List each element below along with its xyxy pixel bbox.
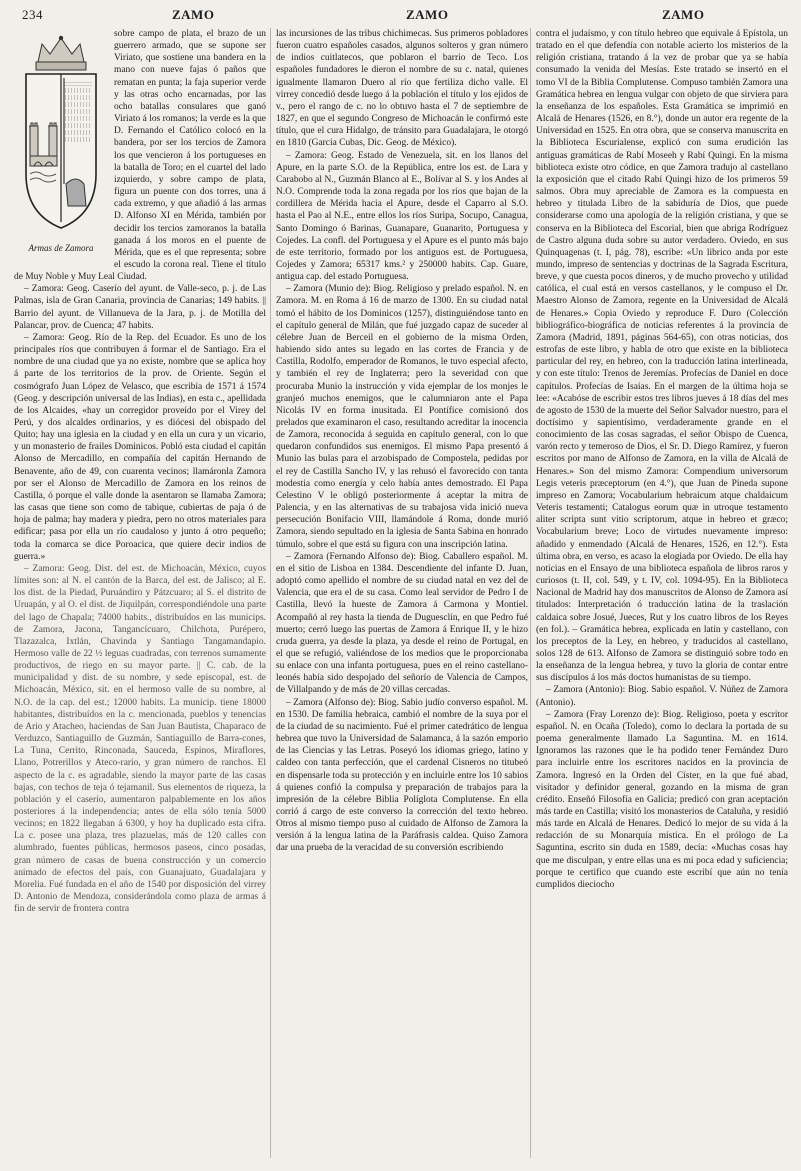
entry-zamora-lorenzo: – Zamora (Fray Lorenzo de): Biog. Religioso, poeta y escritor español. N. en Ocaña (Toledo), como lo declara la portada de su poema generalmente llamado La Saguntina. M. en 1614. Ignoramos las razones que le ha podido tener Fernández Duro para incluirle entre los escritores nacidos en la provincia de Zamora. Ingresó en la Orden del Císter, en la que fué abad, visitador y definidor general, gozando en la misma de gran crédito. Enseñó Filosofía en Galicia; predicó con gran aceptación más tarde en Castilla; visitó los monasterios de Cataluña, y residió más tarde en Alcalá de Henares. Dedicó lo mejor de su vida á la redacción de su Monarquía mística. En el prólogo de La Saguntina, escrito sin duda en 1589, decía: «Muchas cosas hay que me disculpan, y entre ellas una es mi poca edad y suficiencia; porque te certifico que cuando este escribí que aún no tenía cumplidos dieciocho [536,709,788,890]
entry-zamora-geog-michoacan-cont: las incursiones de las tribus chichimecas. Sus primeros pobladores fueron cuatro españoles casados, algunos solteros y gran número de indios cuitlatecos, que poblaron el barrio de Teco. Los españoles fundadores le dieron el nombre de su c. natal, quienes igualmente llamaron Duero al río que fertiliza dicho valle. El virrey concedió desde luego á la población el título y los ejidos de v., pero el rango de c. no lo obtuvo hasta el 7 de septiembre de 1827, en que el segundo Congreso de Michoacán le confirmó este título, que el cura Hidalgo, de tránsito para Guadalajara, le otorgó en 1810 (García Cubas, Dic. Geog. de México). [276,29,528,149]
entry-zamora-geog-canarias: – Zamora: Geog. Caserío del ayunt. de Valle-seco, p. j. de Las Palmas, isla de Gran Canaria, provincia de Canarias; 149 habits. || Barrio del ayunt. de Villanueva de la Jara, p. j. de Motilla del Palancar, prov. de Cuenca; 47 habits. [14,284,266,331]
entry-zamora-fernando-alfonso: – Zamora (Fernando Alfonso de): Biog. Caballero español. M. en el sitio de Lisboa en 1384. Descendiente del infante D. Juan, adoptó como apellido el nombre de su ciudad natal en vez del de Valencia, que era el de su casa. Como leal servidor de Pedro I de Castilla, llevó la hueste de Zamora á Carmona y Montiel. Acompañó al rey hasta la tienda de Duguesclín, en que Pedro fué muerto; cerró luego las puertas de Zamora á Enrique II, y le hizo cruda guerra, ya desde la plaza, ya desde el reino de Portugal, en el que se refugió, valiéndose de los medios que le proporcionaba su enlace con una infanta portuguesa, pues en el reino castellano-leonés había sido despojado del señorío de Valencia de Campos, de Villalpando y de más de 20 villas cercadas. [276,551,528,696]
page-number: 234 [22,7,43,22]
zamora-coat-of-arms-icon [20,34,102,232]
running-head-left: ZAMO [172,7,215,22]
figure-caption: Armas de Zamora [28,243,94,253]
entry-zamora-geog-ecuador: – Zamora: Geog. Río de la Rep. del Ecuador. Es uno de los principales ríos que contribuyen á formar el de Santiago. Era el nombre de una ciudad que ya no existe, nombre que se aplica hoy á parte de los territorios de la prov. de Oriente. Según el cosmógrafo Juan López de Velasco, que escribía de 1571 á 1574 (Geog. y descripción universal de las Indias), en esta c., apellidada de los Alcaides, «hay un corregidor proveído por el Virey del Perú, y dos alcaldes ordinarios, y es diócesi del obispado del Quito; hay una iglesia en la ciudad y en ella un cura y un vicario, y un monasterio de frailes Dominicos. Pobló esta ciudad el capitán Alonso de Mercadillo, en compañía del capitán Hernando de Benavente, año de 49, con cuarenta vecinos; llamáronla Zamora por ser el Alonso de Mercadillo de Zamora en los reinos de Castilla, ó porque el valle donde la asentaron se llamaba Zamora; las casas que tiene son como de tabique, cubiertas de paja ó de hoja de palma; hay madera y piedra, pero no otros materiales para edificar; pasa por ella un río caudaloso y junto á otro pequeño; toda la comarca se dice Poroacica, que quiere decir indios de guerra.» [14,332,266,562]
entry-zamora-munio: – Zamora (Munio de): Biog. Religioso y prelado español. N. en Zamora. M. en Roma á 16 de marzo de 1300. En su ciudad natal tomó el hábito de los Dominicos (1257), distinguiéndose tanto en el capítulo general de Milán, que fué juzgado capaz de suceder al célebre Juan de Berceil en el gobierno de la misma Orden, habiendo sido antes su legado en las cortes de Francia y de Castilla, Rodolfo, emperador de Romanos, le tuvo especial afecto, y también el rey de Inglaterra; pero la severidad con que procuraba Munio la instrucción y vida ejemplar de los monjes le granjeó muchos enemigos, que le calumniaron ante el Papa Nicolás IV en forma inusitada. El Pontífice comisionó dos prelados que examinaron el caso, resultando acreditar la inocencia de Zamora, reconocida á seguida en capítulo general, con lo que quedaron confundidos sus enemigos. El mismo Papa presentó á Munio las bulas para el arzobispado de Compostela, pedidas por el rey de Castilla Sancho IV, y las rehusó el favorecido con tanta modestia como energía y celo había antes demostrado. El Papa Celestino V le obligó posteriormente á aceptar la mitra de Palencia, y en las alternativas de su trabajosa vida inició nueva persecución Bonifacio VIII, llamándole á Roma, donde murió Zamora, siendo sepultado en la iglesia de Santa Sabina en honrado túmulo, sobre el que está su figura con una inscripción latina. [276,284,528,550]
text-column-3 [536,28,788,1164]
entry-zamora-arms: sobre campo de plata, el brazo de un guerrero armado, que se supone ser Viriato, que sostiene una bandera en la mano con nueve fajas ó paños que rematan en punta; la faja superior verde y las otras ocho encarnadas, por las ocho batallas consulares que ganó Viriato á los romanos; la verde es la que D. Fernando el Católico colocó en la bandera, por ser los tercios de Zamora los que vencieron á los portugueses en la batalla de Toro; en el cuartel del lado izquierdo, y sobre campo de plata, figura un puente con dos torres, una á cada extremo, y que añadió á las armas D. Alfonso XI en Mérida, también por decidir los tercios zamoranos la batalla ganada á los moros en el puente de Mérida, que es el que representa; sobre el escudo la corona real. Tiene el título de Muy Noble y Muy Leal Ciudad. [14,29,266,283]
entry-zamora-antonio: – Zamora (Antonio): Biog. Sabio español. V. Núñez de Zamora (Antonio). [536,685,788,708]
entry-zamora-geog-michoacan: – Zamora: Geog. Dist. del est. de Michoacán, México, cuyos límites son: al N. el cantón de la Barca, del est. de Jalisco; al E. los dist. de la Piedad, Puruándiro y Pátzcuaro; al S. el distrito de Uruapán, y al O. el dist. de Jiquilpán, correspondiéndole una parte del lago de Chapala; 74000 habits., distribuídos en las municips. de Zamora, Jacona, Tangancícuaro, Chilchota, Purépero, Tlazazalca, Ixtlán, Chavinda y Santiago Tangamandapio. Hermoso valle de 22 ½ leguas cuadradas, con terrenos sumamente productivos, de riego en su mayor parte. || C. cab. de la municipalidad y dist. de su nombre, y sede episcopal, est. de Michoacán, México, sit. en el hermoso valle de su nombre, al N.O. de la cap. del est.; 12000 habits. La municip. tiene 18000 habitantes, distribuídos en la c. mencionada, pueblos y tenencias de Ario y Atacheo, haciendas de San Juan Bautista, Chaparaco de Verduzco, Santiaguillo de Guzmán, Santiaguillo de Barra-cones, La Tuna, Cerrito, Rinconada, Sauceda, Espinos, Miraflores, Llano, Potrerillos y Ateco-rario, y gran número de ranchos. El aspecto de la c. es agradable, siendo la mayor parte de las casas bajas, con techos de teja ó tejamanil. Sus elementos de riqueza, la población y el caserío, aumentaron palpablemente en los años posteriores á la independencia; antes de ella sólo tenía 5000 vecinos; en 1822 llegaban á 6300, y hoy ha duplicado esta cifra. La c. posee una plaza, tres plazuelas, más de 120 calles con alumbrado, fuentes públicas, hermosos paseos, cinco posadas, gran número de casas de buena construcción y un comercio animado de efectos del país, con Guanajuato, Guadalajara y Morelia. Fué fundada en el año de 1540 por disposición del virrey D. Antonio de Mendoza, considerándola como plaza de armas á fin de servir de frontera contra [14,563,266,915]
running-head-center: ZAMO [406,7,449,22]
column-divider [270,28,271,1158]
coat-of-arms-figure [14,28,108,265]
page-header [22,7,779,23]
running-head-right: ZAMO [662,7,705,22]
entry-zamora-geog-venezuela: – Zamora: Geog. Estado de Venezuela, sit. en los llanos del Apure, en la parte S.O. de la República, entre los est. de Lara y Carabobo al N., Guzmán Blanco al E., Bolívar al S. y los Andes al N.O. Comprende toda la zona regada por los ríos que bajan de la cordillera de Mérida hacia el Apure, desde el Caparro al S.O. hasta el Pao al N.E., entre ellos los ríos Suripa, Socupo, Canagua, Santo Domingo ó Barinas, Guanapare, Guanarito, Portuguesa y Cojedes. La confl. del Portuguesa y el Apure es el punto más bajo de este territorio, formado por los antiguos est. de Portuguesa, Cojedes y Zamora; 65317 kms.² y 250000 habits. Cap. Guare, antigua cap. del estado Portuguesa. [276,150,528,283]
entry-zamora-alfonso-cont: contra el judaísmo, y con título hebreo que equivale á Epístola, un tratado en el que defendía con notable acierto los misterios de la religión cristiana, tratando á la vez de probar que ya se había consumado la venida del Mesías. Este tratado se insertó en el tomo VI de la Biblia Complutense. Compuso también Zamora una Gramática hebrea en lengua vulgar con objeto de que sirviera para la enseñanza de los españoles. Esta Gramática se imprimió en Alcalá de Henares (1526, en 8.°), donde un autor era regente de la Universidad en 1525. En otra obra, que se conserva manuscrita en la Biblioteca Escurialense, explicó con suma erudición las antiguas gramáticas de Rabí Moseeh y Rabí Quingi. En la misma biblioteca existe otro códice, en que Zamora tradujo al castellano la exposición que el citado Rabí Quingi hizo de los primeros 59 salmos. Obra muy apreciable de Zamora es la compuesta en hebreo y titulada Libro de la sabiduría de Dios, que puede considerarse como una apología de la religión cristiana, y que se conserva en la Biblioteca del Escorial, bien que abriga Rodríguez de Castro alguna duda sobre su autor verdadero. Oviedo, en sus Quinquagenas (t. I, pág. 78), escribe: «Un librico anda por este mundo, impreso de sentencias y doctrinas de la Sagrada Escritura, breve, y que cuesta pocos dineros, y de mucho provecho y utilidad católica, el cual está en versos castellanos, y le compuso el Dr. Maestro Alonso de Zamora, regente en la Universidad de Alcalá de Henares.» Copia Oviedo y reproduce F. Duro (Colección bibliográfico-biográfica de noticias referentes á la provincia de Zamora (Madrid, 1891, páginas 564-65), con otras noticias, dos estrofas de este libro, y habla de otro que existe en la biblioteca particular del rey, en hebreo, con la traducción latina interlineada, y con este título: Trenos de Jeremías. Profecías de Daniel en doce capítulos. Profecías de Isaías. En el margen de la última hoja se lee: «Acabóse de escribir estos tres libros jueves á 18 días del mes de agosto de 1530 de la muerte del Señor Salvador nuestro, para el doctísimo y sapientísimo, verdaderamente grande en el conocimiento de las cosas sagradas, el señor Obispo de Cuenca, varón recto y temeroso de Dios, el Sr. D. Diego Ramírez, y fueron escritos por mano de Alfonso de Zamora, en la villa de Alcalá de Henares.» Son del mismo Zamora: Compendium universorum Legis veteris præceptorum (en 4.°), que Juan de Pineda supone impreso en Zamora; Vocabularium hebraicum atque chaldaicum Veteris testamenti; Catalogus eorum quæ in utroque testamento aliter scripta sunt vitio scriptorum, atque in hebreo et græco; Vocabularium breve; Loco de virtudes nuevamente impreso: añadido y enmendado (Alcalá de Henares, 1526, en 12.°). Esta última obra, en verso, es acaso la elogiada por Oviedo. De ella hay noticias en el Ensayo de una biblioteca española de libros raros y curiosos (t. II, col. 549, y t. IV, col. 1094-95). En la Biblioteca Nacional de Madrid hay dos manuscritos de Alonso de Zamora así titulados: Interpretación ó traducción latina de la traslación caldaica sobre Josué, Jueces, Rut y los cuatro libros de los Reyes (en fol.). – Gramática hebrea, explicada en latín y castellano, con los preceptos de la Ley, en hebreo, y traducidos al castellano, solos 128 de 613. Alfonso de Zamora se distinguió sobre todo en la enseñanza de la lengua hebrea, y tuvo la gloria de contar entre sus discípulos á los más doctos humanistas de su tiempo. [536,29,788,684]
entry-zamora-alfonso: – Zamora (Alfonso de): Biog. Sabio judío converso español. M. en 1530. De familia hebraica, cambió el nombre de la suya por el de la ciudad de su nacimiento. Fué el primer catedrático de lengua hebrea que tuvo la Universidad de Salamanca, á la sazón emporio de las Ciencias y las Letras. Poseyó los idiomas griego, latino y caldeo con tanta perfección, que el cardenal Cisneros no titubeó en dispensarle toda su protección y en incluirle entre los 10 sabios á quienes confió la compulsa y preparación de trabajos para la impresión de la célebre Biblia Políglota Complutense. En ella corrió á cargo de este converso la corrección del texto hebreo. Otros al mismo tiempo puso al cuidado de Alfonso de Zamora la versión á la lengua latina de la Paráfrasis caldea. Quiso Zamora dar una prueba de la veracidad de su conversión escribiendo [276,697,528,854]
text-column-2 [276,28,528,1164]
text-column-1 [14,28,266,1164]
column-divider [530,28,531,1158]
